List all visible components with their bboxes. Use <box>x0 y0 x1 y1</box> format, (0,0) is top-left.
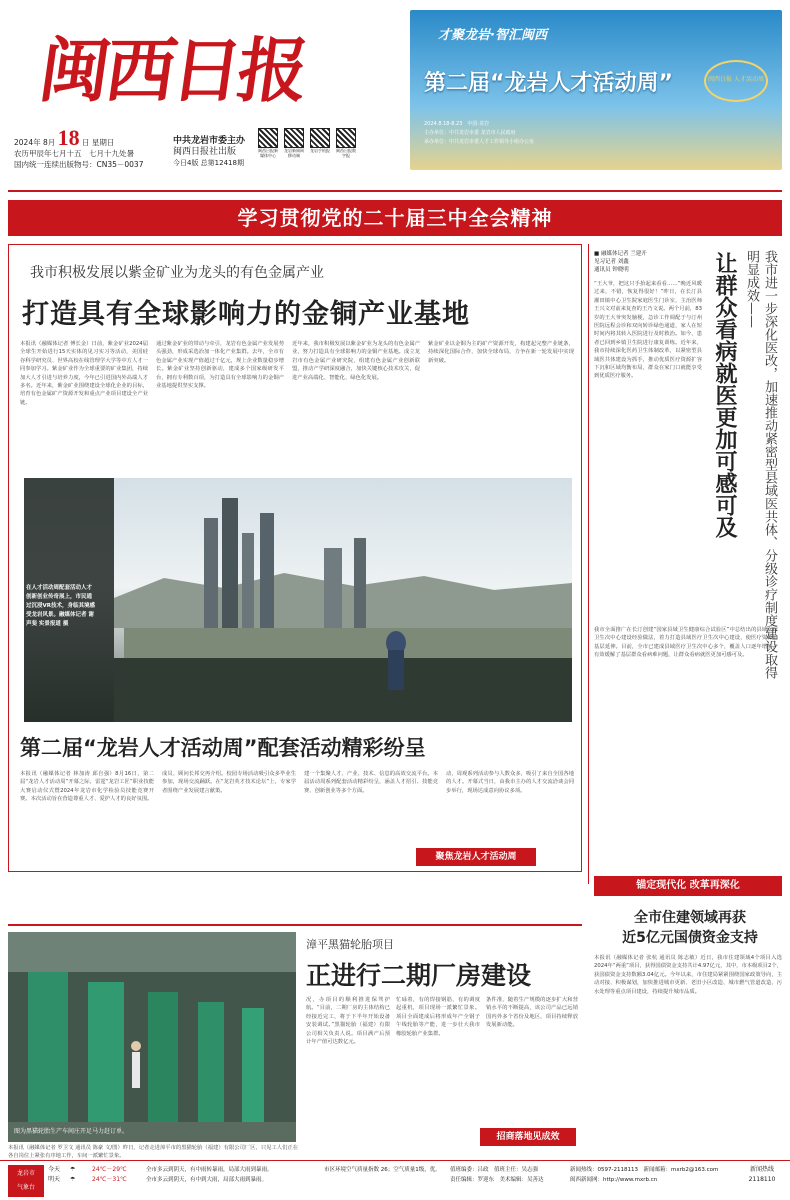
cloud-rain-icon: ☂ <box>70 1166 76 1173</box>
qr-item[interactable] <box>310 128 330 188</box>
editor-info <box>450 1165 568 1185</box>
lead-subhead: 我市积极发展以紫金矿业为龙头的有色金属产业 <box>30 265 324 281</box>
cn-number: 国内统一连续出版物号：CN35－0037 <box>14 160 144 169</box>
story2-col-3: 建一个集聚人才、产业、技术、信息的高效交流平台。本届活动周系列配套活动精彩纷呈，涵盖人才招引、技能竞赛、创新创业等多个方面。 <box>304 771 438 794</box>
story2-col-2: 成员、顾问长邦交再介绍。校园专场活动吸引众多毕业生参加，现场交流踊跃。在“龙岩英才技术论坛”上，专家学者围绕产业发展建言献策。 <box>162 771 296 794</box>
contact-info <box>570 1165 736 1185</box>
footer-bar <box>0 1160 790 1200</box>
hotline-number[interactable]: 2118110 <box>748 1176 776 1183</box>
story3-col-2: 忙碌着，有的焊接钢筋，有的调度起重机，项目现场一派繁忙景象。项目全面建成后将形成年产全钢子午线轮胎等产能，进一步壮大我市橡胶轮胎产业集群。 <box>396 997 480 1037</box>
factory-photo[interactable] <box>8 932 296 1142</box>
weather-icons <box>70 1165 90 1185</box>
byline-line: 通讯员 钟晓明 <box>594 267 629 273</box>
lead-col-4: 紫金矿业以金铜为主的矿产资源开发，构建起完整产业链条，持续深化国际合作，加快全球布局，力争在新一轮发展中实现新突破。 <box>428 341 574 364</box>
byline-line: 见习记者 刘鑫 <box>594 259 629 265</box>
story2-col-1: 本报讯（融媒体记者 林加涛 邱自强）8月16日，第二届“龙岩人才活动周”开幕之际，雷霆“龙岩工匠”职业技能大赛启动仪式暨2024年龙岩市化学检验员技能竞赛开赛。本次活动旨在营造尊重人才、爱护人才的良好氛围。 <box>20 771 154 803</box>
editor-line: 责任编辑：罗迎东 美术编辑：吴善达 <box>450 1177 544 1183</box>
masthead-divider <box>8 190 782 192</box>
newspaper-logo: 闽西日报 <box>34 29 310 112</box>
weather-label: 气象台 <box>16 1184 35 1191</box>
talent-week-banner[interactable] <box>410 10 782 170</box>
day-number: 18 <box>57 125 80 150</box>
news-website[interactable]: 闽西新闻网：http://www.mxrb.cn <box>570 1177 658 1183</box>
factory-photo-caption: 图为黑猫轮胎生产车间庄开足马力赶订单。 <box>14 1128 129 1135</box>
qr-code-icon <box>258 128 278 148</box>
today-forecast: 全市多云到阴天，有中雨转暴雨，局部大雨到暴雨。 <box>146 1167 273 1173</box>
lead-col-2: 通过紫金矿业的带动与牵引，龙岩有色金属产业发展势头强劲，形成采选冶加一体化产业集群。去年，全市有色金属产业实现产值超过千亿元，规上企业数量稳步增长。紫金矿业坚持创新驱动，建成多个国家级研发平台，拥有专利数百项，为打造具有全球影响力的金铜产业基地提供坚实支撑。 <box>156 341 284 390</box>
qr-item[interactable] <box>336 128 356 188</box>
qr-caption: 龙岩新闻网移动端 <box>284 148 304 158</box>
weather-station-badge <box>8 1165 44 1197</box>
reform-tag[interactable]: 锚定现代化 改革再深化 <box>594 876 782 896</box>
banner-line: 主办单位：中共龙岩市委 龙岩市人民政府 <box>424 130 516 136</box>
lead-col-3: 近年来，我市积极发展以紫金矿业为龙头的有色金属产业，努力打造具有全球影响力的金铜产业基地。成立龙岩市有色金属产业研究院，组建有色金属产业创新联盟，推动产学研深度融合，加快关键核心技术攻关，促进产业高端化、智能化、绿色化发展。 <box>292 341 420 381</box>
weather-label: 龙岩市 <box>16 1170 35 1177</box>
qr-item[interactable] <box>284 128 304 188</box>
right-byline <box>594 250 672 274</box>
qr-caption: 龙岩手机报 <box>310 148 330 153</box>
lead-headline[interactable]: 打造具有全球影响力的金铜产业基地 <box>22 299 470 330</box>
tomorrow-temp: 24℃－31℃ <box>92 1176 127 1183</box>
qr-codes <box>258 128 398 188</box>
banner-line: 2024.8.18-8.23 中国·龙岩 <box>424 121 489 127</box>
weather-day-labels <box>48 1165 68 1185</box>
hotline-label: 新闻热线 <box>749 1166 774 1173</box>
today-temp: 24℃－29℃ <box>92 1166 127 1173</box>
right-subheadline: 我市进一步深化医改，加速推动紧密型县域医共体、分级诊疗制度建设取得明显成效—— <box>744 250 777 679</box>
vr-photo-caption: 在人才活动周配套活动人才创新创业传奇展上，市民通过沉浸VR技术，身临其境感受龙岩风景。融媒体记者 谢声斐 实景报道 摄 <box>26 585 95 627</box>
banner-slogan: 才聚龙岩·智汇闽西 <box>438 28 547 43</box>
section-divider <box>8 924 582 926</box>
air-quality: 市区环境空气质量指数 26；空气质量1级，优。 <box>324 1167 441 1173</box>
date-rest: 日 星期日 <box>82 138 115 147</box>
talent-week-tag[interactable]: 聚焦龙岩人才活动周 <box>416 848 536 866</box>
banner-badge: 闽西日报 人才活动周 <box>704 60 768 102</box>
housing-headline[interactable] <box>600 908 780 948</box>
cloud-rain-icon: ☂ <box>70 1176 76 1183</box>
year-label: 2024年 8月 <box>14 138 56 147</box>
lunar-date: 农历甲辰年七月十五 七月十九处暑 <box>14 149 134 158</box>
publisher-info <box>173 136 253 169</box>
investment-tag[interactable]: 招商落地见成效 <box>480 1128 576 1146</box>
banner-details <box>424 120 534 147</box>
tomorrow-label: 明天 <box>48 1176 61 1183</box>
qr-code-icon <box>284 128 304 148</box>
section-banner: 学习贯彻党的二十届三中全会精神 <box>8 200 782 236</box>
right-body-top: “王大爷，把这只手抬起来看看……”晚近风暖过来，不错，恢复得很好！”昨日，在长汀县濯田镇中心卫生院家庭医生门诊室，主治医师王兴文对前来复查的王乃文说。两个月前，83岁的王大爷突发脑梗，急诊工作调配于与汀州医院远程会诊和双向转诊绿色通道，家人在短时间内将其转入医院进行及时救治。如今，患者已回到乡镇卫生院进行康复训练。近年来，我市持续深化医药卫生体制改革，以紧密型县域医共体建设为抓手，推动优质医疗资源扩容下沉和区域均衡布局，群众在家门口就能享受到优质医疗服务。 <box>594 281 702 380</box>
temperature-block <box>92 1165 144 1185</box>
story3-col-3: 条件准，随着生产规模的逐步扩大和营销水平的不断提高，该公司产品已远销国内外多个省份及地区，项目持续释放发展新动能。 <box>486 997 578 1029</box>
housing-title-1: 全市住建领域再获 <box>634 910 746 926</box>
housing-title-2: 近5亿元国债资金支持 <box>622 930 758 946</box>
date-block <box>14 125 174 182</box>
story3-headline[interactable]: 正进行二期厂房建设 <box>306 961 532 990</box>
qr-code-icon <box>310 128 330 148</box>
factory-illustration <box>8 932 296 1142</box>
qr-item[interactable] <box>258 128 278 188</box>
story2-col-4: 动，周观系列活动参与人数众多，吸引了来自全国各地的人才。开幕式当日，由我市主办的人才交流洽谈会同步举行，现场达成意向协议多项。 <box>446 771 574 794</box>
byline-line: ■ 融媒体记者 兰建开 <box>594 251 647 257</box>
news-email[interactable]: 新闻热线：0597-2118113 新闻邮箱：mxrb2@163.com <box>570 1167 719 1173</box>
story3-byline: 本报讯（融媒体记者 罗卫文 通讯员 陈豪 文/图）昨日，记者走进漳平市的黑猫轮胎（福建）有限公司厂区，只见工人们正在各自岗位上紧张有序地工作，车间一派繁忙景象。 <box>8 1145 298 1160</box>
right-headline[interactable]: 让群众看病就医更加可感可及 <box>712 252 738 538</box>
qr-code-icon <box>336 128 356 148</box>
city-skyline-illustration <box>24 478 572 722</box>
housing-body: 本报讯（融媒体记者 张杭 通讯员 陈志敏）近日，我市住建领域4个项目入选2024年“两重”项目，获得国债资金支持共计4.97亿元，其中，市本级项目2个，获国债资金支持数额3.04亿元。今年以来，市住建局紧紧围绕国家政策导向，主动对接、积极谋划，加快推进城市更新、老旧小区改造、城市燃气管道改造、污水处理等重点项目建设，持续提升城市品质。 <box>594 955 782 995</box>
banner-title: 第二届“龙岩人才活动周” <box>424 71 673 96</box>
vr-exhibition-photo[interactable] <box>24 478 572 722</box>
story3-col-1: 况，办项目的顺利推进保驾护航。“目前，二期厂房的主体结构已经接近完工，将于下半年开始设备安装调试。”黑猫轮胎（福建）有限公司相关负责人说。项目满产后预计年产值可达数亿元。 <box>306 997 390 1046</box>
story3-kicker: 漳平黑猫轮胎项目 <box>306 938 394 951</box>
publisher-line-1: 中共龙岩市委主办 <box>173 136 246 146</box>
forecast-block <box>146 1165 320 1185</box>
qr-caption: 闽西日报数字报 <box>336 148 356 158</box>
hotline-box <box>738 1165 786 1185</box>
right-body-bottom: 我市全面推广在长汀创建“国家县域卫生健康综合试验区”中总结出的县域医疗卫生次中心建设经验做法，着力打造县域医疗卫生次中心建设，使医疗资源向基层延伸。目前，全市已建成县域医疗卫生次中心多个，覆盖人口逐年增加，有效缓解了基层群众看病难问题，让群众看病就医更加可感可及。 <box>594 627 778 659</box>
banner-line: 承办单位：中共龙岩市委人才工作领导小组办公室 <box>424 139 535 145</box>
story2-headline[interactable]: 第二届“龙岩人才活动周”配套活动精彩纷呈 <box>20 736 426 760</box>
column-divider <box>588 244 589 884</box>
publisher-line-3: 今日4版 总第12418期 <box>173 159 244 167</box>
qr-caption: 闽西日报新媒体中心 <box>258 148 278 158</box>
today-label: 今天 <box>48 1166 61 1173</box>
lead-col-1: 本报讯（融媒体记者 傅长金）日前，紫金矿业2024届全球生开始进行15天实体的见习实习等活动，美国硅谷科学研究员、世界高校在线管理学大学等中方人才一同参加学习。紫金矿业作为全球重要的矿业集团，持续加大人才引进与培养力度，今年已引进国内外高端人才多名。近年来，紫金矿业围绕建设全球化企业的目标，培育有色金属矿产资源开发和重点产业项目建设全产业链。 <box>20 341 148 406</box>
tomorrow-forecast: 全市多云到阴天，有中到大雨，局部大雨到暴雨。 <box>146 1177 268 1183</box>
editor-line: 值班编委：吕政 值班主任：吴志强 <box>450 1167 539 1173</box>
publisher-line-2: 闽西日报社出版 <box>173 147 237 157</box>
